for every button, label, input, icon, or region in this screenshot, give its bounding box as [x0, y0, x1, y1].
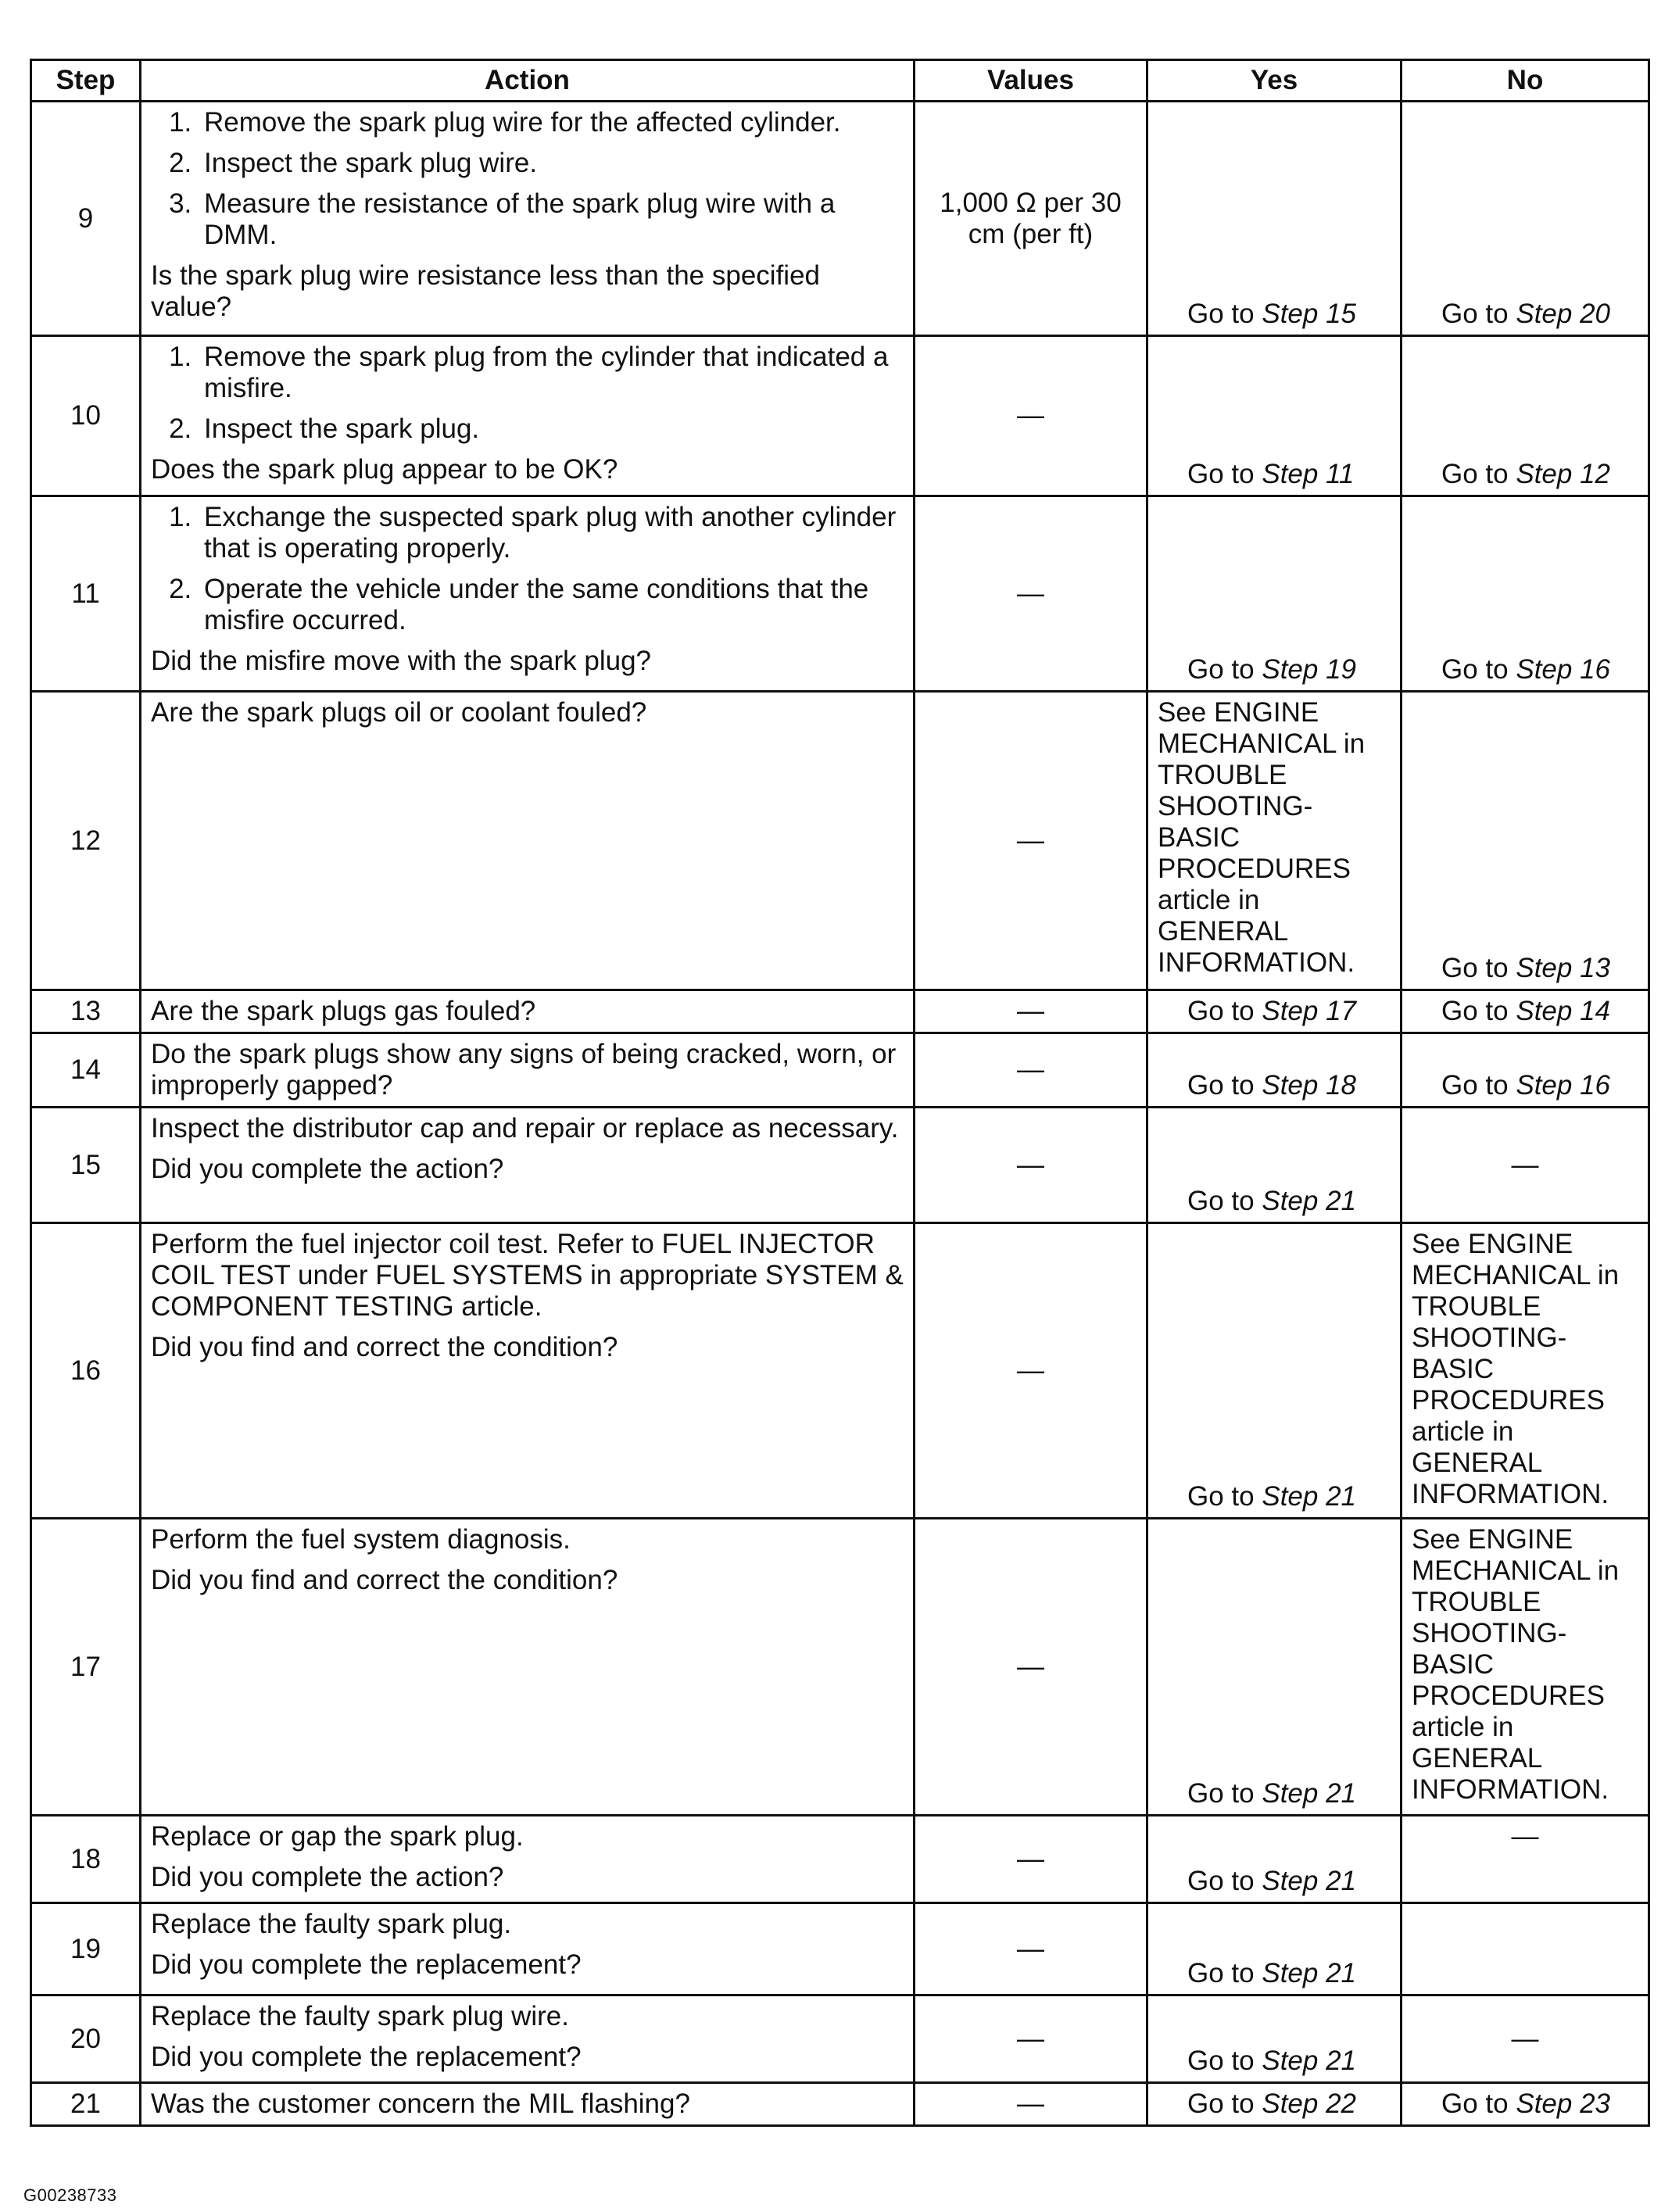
no-cell: —	[1402, 1816, 1649, 1903]
values-cell: —	[915, 1995, 1147, 2083]
values-cell: —	[915, 1108, 1147, 1223]
action-cell	[141, 496, 915, 692]
step-number: 11	[31, 496, 141, 692]
yes-goto: Go to Step 21	[1187, 1481, 1356, 1512]
step-number: 15	[31, 1108, 141, 1223]
table-header-row	[31, 60, 1649, 102]
action-question: Did you complete the replacement?	[151, 2042, 582, 2072]
no-cell	[1402, 1033, 1649, 1108]
action-question: Was the customer concern the MIL flashing?	[151, 2089, 690, 2119]
yes-goto: Go to Step 19	[1187, 654, 1356, 685]
header-step: Step	[31, 60, 141, 102]
values-cell: 1,000 Ω per 30 cm (per ft)	[915, 102, 1147, 336]
action-cell	[141, 1108, 915, 1223]
values-cell: —	[915, 336, 1147, 496]
no-goto: Go to Step 23	[1441, 2089, 1610, 2119]
yes-cell	[1147, 990, 1402, 1033]
step-number: 9	[31, 102, 141, 336]
no-cell	[1402, 2083, 1649, 2126]
values-cell: —	[915, 1816, 1147, 1903]
table-row-step-21	[31, 2083, 1649, 2126]
table-row-step-19	[31, 1903, 1649, 1995]
step-number: 14	[31, 1033, 141, 1108]
action-question: Does the spark plug appear to be OK?	[151, 454, 618, 485]
action-question: Do the spark plugs show any signs of being cracked, worn, or improperly gapped?	[151, 1039, 897, 1101]
no-cell	[1402, 336, 1649, 496]
table-row-step-10	[31, 336, 1649, 496]
step-number: 20	[31, 1995, 141, 2083]
values-cell: —	[915, 2083, 1147, 2126]
table-row-step-20	[31, 1995, 1649, 2083]
yes-goto: Go to Step 21	[1187, 1866, 1356, 1896]
header-no: No	[1402, 60, 1649, 102]
yes-goto: Go to Step 21	[1187, 2046, 1356, 2076]
values-cell: —	[915, 692, 1147, 990]
no-cell	[1402, 692, 1649, 990]
diagnostic-table	[30, 59, 1650, 2127]
action-item: 2. Inspect the spark plug.	[199, 413, 904, 445]
yes-cell	[1147, 496, 1402, 692]
figure-id: G00238733	[23, 2185, 117, 2205]
yes-cell	[1147, 692, 1402, 990]
no-cell	[1402, 1519, 1649, 1816]
yes-goto: Go to Step 21	[1187, 1186, 1356, 1216]
action-question: Did the misfire move with the spark plug?	[151, 646, 651, 676]
no-cell: —	[1402, 1995, 1649, 2083]
values-cell: —	[915, 1033, 1147, 1108]
action-text: Replace the faulty spark plug.	[151, 1909, 512, 1939]
header-action: Action	[141, 60, 915, 102]
no-goto: Go to Step 16	[1441, 1070, 1610, 1101]
action-text: Inspect the distributor cap and repair or replace as necessary.	[151, 1113, 899, 1144]
action-text: Perform the fuel injector coil test. Refer to FUEL INJECTOR COIL TEST under FUEL SYSTEMS in appropriate SYSTEM & COMPONENT TESTING article.	[151, 1229, 904, 1322]
table-row-step-18	[31, 1816, 1649, 1903]
values-cell: —	[915, 1519, 1147, 1816]
step-number: 17	[31, 1519, 141, 1816]
no-note: See ENGINE MECHANICAL in TROUBLE SHOOTING-BASIC PROCEDURES article in GENERAL INFORMATION.	[1412, 1524, 1620, 1805]
step-number: 19	[31, 1903, 141, 1995]
yes-goto: Go to Step 15	[1187, 299, 1356, 329]
action-item: 3. Measure the resistance of the spark plug wire with a DMM.	[199, 188, 904, 251]
action-question: Are the spark plugs gas fouled?	[151, 996, 536, 1026]
no-cell: —	[1402, 1108, 1649, 1223]
action-question: Did you find and correct the condition?	[151, 1565, 618, 1595]
yes-goto: Go to Step 17	[1187, 996, 1356, 1026]
action-cell	[141, 1519, 915, 1816]
yes-cell	[1147, 336, 1402, 496]
yes-goto: Go to Step 21	[1187, 1958, 1356, 1988]
yes-cell	[1147, 1519, 1402, 1816]
no-goto: Go to Step 20	[1441, 299, 1610, 329]
action-question: Did you complete the replacement?	[151, 1949, 582, 1980]
yes-cell	[1147, 1995, 1402, 2083]
yes-note: See ENGINE MECHANICAL in TROUBLE SHOOTING-BASIC PROCEDURES article in GENERAL INFORMATION.	[1158, 697, 1366, 978]
action-item: 1. Exchange the suspected spark plug with another cylinder that is operating properly.	[199, 502, 904, 564]
action-cell	[141, 1816, 915, 1903]
action-cell	[141, 692, 915, 990]
yes-goto: Go to Step 11	[1187, 459, 1355, 489]
action-cell	[141, 102, 915, 336]
values-cell: —	[915, 1903, 1147, 1995]
yes-cell	[1147, 1033, 1402, 1108]
action-cell	[141, 336, 915, 496]
no-goto: Go to Step 13	[1441, 953, 1610, 983]
action-item: 1. Remove the spark plug from the cylinder that indicated a misfire.	[199, 342, 904, 404]
yes-goto: Go to Step 18	[1187, 1070, 1356, 1101]
table-row-step-14	[31, 1033, 1649, 1108]
no-cell	[1402, 102, 1649, 336]
action-text: Replace or gap the spark plug.	[151, 1821, 524, 1852]
step-number: 12	[31, 692, 141, 990]
table-row-step-16	[31, 1223, 1649, 1519]
values-cell: —	[915, 496, 1147, 692]
action-cell	[141, 2083, 915, 2126]
action-cell	[141, 1223, 915, 1519]
yes-cell	[1147, 1816, 1402, 1903]
step-number: 18	[31, 1816, 141, 1903]
action-item: 1. Remove the spark plug wire for the affected cylinder.	[199, 107, 904, 138]
table-row-step-13	[31, 990, 1649, 1033]
action-question: Did you find and correct the condition?	[151, 1332, 618, 1362]
no-cell	[1402, 496, 1649, 692]
action-item: 2. Operate the vehicle under the same conditions that the misfire occurred.	[199, 574, 904, 636]
yes-cell	[1147, 1108, 1402, 1223]
step-number: 16	[31, 1223, 141, 1519]
values-cell: —	[915, 990, 1147, 1033]
action-question: Did you complete the action?	[151, 1862, 504, 1892]
yes-goto: Go to Step 21	[1187, 1778, 1356, 1809]
table-row-step-12	[31, 692, 1649, 990]
no-goto: Go to Step 16	[1441, 654, 1610, 685]
action-question: Did you complete the action?	[151, 1154, 504, 1184]
step-number: 13	[31, 990, 141, 1033]
action-item: 2. Inspect the spark plug wire.	[199, 148, 904, 179]
table-row-step-9	[31, 102, 1649, 336]
no-cell	[1402, 1903, 1649, 1995]
values-cell: —	[915, 1223, 1147, 1519]
yes-cell	[1147, 2083, 1402, 2126]
step-number: 21	[31, 2083, 141, 2126]
no-cell	[1402, 1223, 1649, 1519]
yes-goto: Go to Step 22	[1187, 2089, 1356, 2119]
no-goto: Go to Step 12	[1441, 459, 1610, 489]
action-cell	[141, 990, 915, 1033]
header-values: Values	[915, 60, 1147, 102]
action-cell	[141, 1995, 915, 2083]
no-goto: Go to Step 14	[1441, 996, 1610, 1026]
no-cell	[1402, 990, 1649, 1033]
table-row-step-15	[31, 1108, 1649, 1223]
action-cell	[141, 1903, 915, 1995]
table-row-step-17	[31, 1519, 1649, 1816]
table-row-step-11	[31, 496, 1649, 692]
action-cell	[141, 1033, 915, 1108]
yes-cell	[1147, 1903, 1402, 1995]
header-yes: Yes	[1147, 60, 1402, 102]
yes-cell	[1147, 1223, 1402, 1519]
no-note: See ENGINE MECHANICAL in TROUBLE SHOOTING-BASIC PROCEDURES article in GENERAL INFORMATION.	[1412, 1229, 1620, 1509]
action-text: Perform the fuel system diagnosis.	[151, 1524, 571, 1555]
action-text: Replace the faulty spark plug wire.	[151, 2001, 569, 2031]
yes-cell	[1147, 102, 1402, 336]
action-question: Is the spark plug wire resistance less than the specified value?	[151, 260, 820, 322]
action-question: Are the spark plugs oil or coolant fouled?	[151, 697, 647, 728]
step-number: 10	[31, 336, 141, 496]
